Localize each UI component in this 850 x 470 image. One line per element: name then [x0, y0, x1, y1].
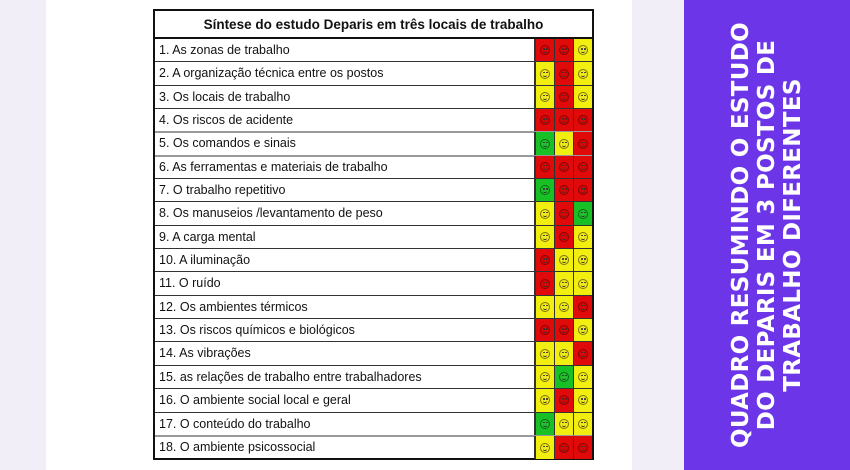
- rating-cell-red: [554, 86, 573, 108]
- row-label: 14. As vibrações: [155, 342, 535, 364]
- smiley-face-icon: [578, 115, 588, 125]
- rating-cell-red: [554, 389, 573, 411]
- smiley-face-icon: [559, 279, 569, 289]
- table-row: [155, 62, 592, 85]
- table-row: [155, 202, 592, 225]
- smiley-face-icon: [559, 115, 569, 125]
- smiley-face-icon: [559, 92, 569, 102]
- rating-cell-yellow: [554, 249, 573, 271]
- rating-cell-yellow: [554, 296, 573, 318]
- table-row: [155, 249, 592, 272]
- rating-cell-yellow: [573, 249, 592, 271]
- smiley-face-icon: [540, 232, 550, 242]
- smiley-face-icon: [578, 443, 588, 453]
- smiley-face-icon: [540, 325, 550, 335]
- smiley-face-icon: [578, 92, 588, 102]
- smiley-face-icon: [559, 419, 569, 429]
- row-label: 6. As ferramentas e materiais de trabalho: [155, 156, 535, 178]
- content-area: [46, 0, 632, 470]
- table-row: [155, 366, 592, 389]
- row-label: 12. Os ambientes térmicos: [155, 296, 535, 318]
- rating-cell-yellow: [573, 226, 592, 248]
- smiley-face-icon: [559, 185, 569, 195]
- rating-cell-red: [535, 319, 554, 341]
- smiley-face-icon: [578, 209, 588, 219]
- table-row: [155, 413, 592, 436]
- table-row: [155, 179, 592, 202]
- rating-cell-red: [554, 62, 573, 84]
- smiley-face-icon: [559, 372, 569, 382]
- rating-cell-red: [573, 342, 592, 364]
- rating-cell-yellow: [573, 272, 592, 294]
- rating-cell-red: [535, 156, 554, 178]
- smiley-face-icon: [578, 45, 588, 55]
- sidebar-caption: QUADRO RESUMINDO O ESTUDO DO DEPARIS EM 3 POSTOS DE TRABALHO DIFERENTES: [728, 21, 806, 449]
- smiley-face-icon: [559, 325, 569, 335]
- rating-cell-yellow: [535, 436, 554, 459]
- smiley-face-icon: [559, 349, 569, 359]
- smiley-face-icon: [559, 69, 569, 79]
- rating-cell-red: [573, 132, 592, 154]
- smiley-face-icon: [578, 372, 588, 382]
- row-label: 11. O ruído: [155, 272, 535, 294]
- smiley-face-icon: [559, 139, 569, 149]
- row-label: 9. A carga mental: [155, 226, 535, 248]
- smiley-face-icon: [540, 69, 550, 79]
- smiley-face-icon: [559, 209, 569, 219]
- smiley-face-icon: [578, 185, 588, 195]
- smiley-face-icon: [540, 443, 550, 453]
- smiley-face-icon: [540, 185, 550, 195]
- deparis-summary-table: [153, 9, 594, 460]
- smiley-face-icon: [559, 302, 569, 312]
- smiley-face-icon: [578, 232, 588, 242]
- rating-cell-red: [573, 156, 592, 178]
- smiley-face-icon: [578, 395, 588, 405]
- rating-cell-red: [554, 179, 573, 201]
- smiley-face-icon: [578, 139, 588, 149]
- row-label: 8. Os manuseios /levantamento de peso: [155, 202, 535, 224]
- rating-cell-green: [535, 413, 554, 435]
- row-label: 1. As zonas de trabalho: [155, 39, 535, 61]
- smiley-face-icon: [559, 443, 569, 453]
- smiley-face-icon: [578, 69, 588, 79]
- rating-cell-red: [554, 319, 573, 341]
- rating-cell-red: [535, 109, 554, 131]
- rating-cell-red: [554, 39, 573, 61]
- rating-cell-yellow: [554, 272, 573, 294]
- rating-cell-yellow: [554, 413, 573, 435]
- smiley-face-icon: [578, 325, 588, 335]
- rating-cell-yellow: [535, 86, 554, 108]
- rating-cell-red: [554, 156, 573, 178]
- rating-cell-red: [554, 226, 573, 248]
- row-label: 10. A iluminação: [155, 249, 535, 271]
- table-row: [155, 389, 592, 412]
- smiley-face-icon: [540, 92, 550, 102]
- rating-cell-yellow: [535, 226, 554, 248]
- gap-strip: [632, 0, 684, 470]
- rating-cell-yellow: [573, 366, 592, 388]
- rating-cell-red: [554, 109, 573, 131]
- row-label: 5. Os comandos e sinais: [155, 132, 535, 154]
- rating-cell-yellow: [535, 366, 554, 388]
- row-label: 2. A organização técnica entre os postos: [155, 62, 535, 84]
- table-row: [155, 296, 592, 319]
- rating-cell-yellow: [535, 202, 554, 224]
- rating-cell-red: [554, 436, 573, 459]
- rating-cell-yellow: [573, 39, 592, 61]
- smiley-face-icon: [540, 302, 550, 312]
- left-margin: [0, 0, 46, 470]
- smiley-face-icon: [540, 255, 550, 265]
- smiley-face-icon: [578, 279, 588, 289]
- table-row: [155, 132, 592, 155]
- smiley-face-icon: [578, 419, 588, 429]
- row-label: 18. O ambiente psicossocial: [155, 436, 535, 459]
- rating-cell-yellow: [573, 413, 592, 435]
- smiley-face-icon: [540, 419, 550, 429]
- rating-cell-yellow: [573, 319, 592, 341]
- smiley-face-icon: [540, 162, 550, 172]
- table-row: [155, 109, 592, 132]
- rating-cell-green: [573, 202, 592, 224]
- sidebar-banner: [684, 0, 850, 470]
- smiley-face-icon: [559, 255, 569, 265]
- table-row: [155, 39, 592, 62]
- rating-cell-yellow: [535, 342, 554, 364]
- rating-cell-yellow: [573, 389, 592, 411]
- smiley-face-icon: [559, 232, 569, 242]
- rating-cell-red: [573, 436, 592, 459]
- smiley-face-icon: [540, 139, 550, 149]
- table-row: [155, 272, 592, 295]
- row-label: 3. Os locais de trabalho: [155, 86, 535, 108]
- table-row: [155, 226, 592, 249]
- table-row: [155, 86, 592, 109]
- rating-cell-green: [535, 179, 554, 201]
- table-row: [155, 342, 592, 365]
- smiley-face-icon: [540, 209, 550, 219]
- rating-cell-red: [573, 109, 592, 131]
- table-row: [155, 156, 592, 179]
- rating-cell-red: [535, 272, 554, 294]
- rating-cell-yellow: [535, 62, 554, 84]
- smiley-face-icon: [540, 279, 550, 289]
- rating-cell-green: [554, 366, 573, 388]
- smiley-face-icon: [540, 372, 550, 382]
- smiley-face-icon: [559, 45, 569, 55]
- smiley-face-icon: [578, 162, 588, 172]
- row-label: 13. Os riscos químicos e biológicos: [155, 319, 535, 341]
- smiley-face-icon: [578, 302, 588, 312]
- table-row: [155, 319, 592, 342]
- table-row: [155, 436, 592, 459]
- row-label: 7. O trabalho repetitivo: [155, 179, 535, 201]
- rating-cell-red: [535, 249, 554, 271]
- smiley-face-icon: [540, 395, 550, 405]
- smiley-face-icon: [578, 349, 588, 359]
- rating-cell-red: [554, 202, 573, 224]
- smiley-face-icon: [540, 349, 550, 359]
- rating-cell-red: [535, 39, 554, 61]
- rating-cell-red: [573, 179, 592, 201]
- rating-cell-red: [573, 296, 592, 318]
- table-title: Síntese do estudo Deparis em três locais de trabalho: [155, 11, 592, 39]
- row-label: 4. Os riscos de acidente: [155, 109, 535, 131]
- row-label: 16. O ambiente social local e geral: [155, 389, 535, 411]
- table-body: [155, 39, 592, 459]
- rating-cell-yellow: [573, 86, 592, 108]
- rating-cell-yellow: [535, 389, 554, 411]
- rating-cell-yellow: [573, 62, 592, 84]
- smiley-face-icon: [559, 395, 569, 405]
- smiley-face-icon: [578, 255, 588, 265]
- rating-cell-yellow: [554, 342, 573, 364]
- row-label: 15. as relações de trabalho entre trabalhadores: [155, 366, 535, 388]
- rating-cell-yellow: [554, 132, 573, 154]
- rating-cell-green: [535, 132, 554, 154]
- row-label: 17. O conteúdo do trabalho: [155, 413, 535, 435]
- smiley-face-icon: [540, 115, 550, 125]
- smiley-face-icon: [540, 45, 550, 55]
- smiley-face-icon: [559, 162, 569, 172]
- rating-cell-yellow: [535, 296, 554, 318]
